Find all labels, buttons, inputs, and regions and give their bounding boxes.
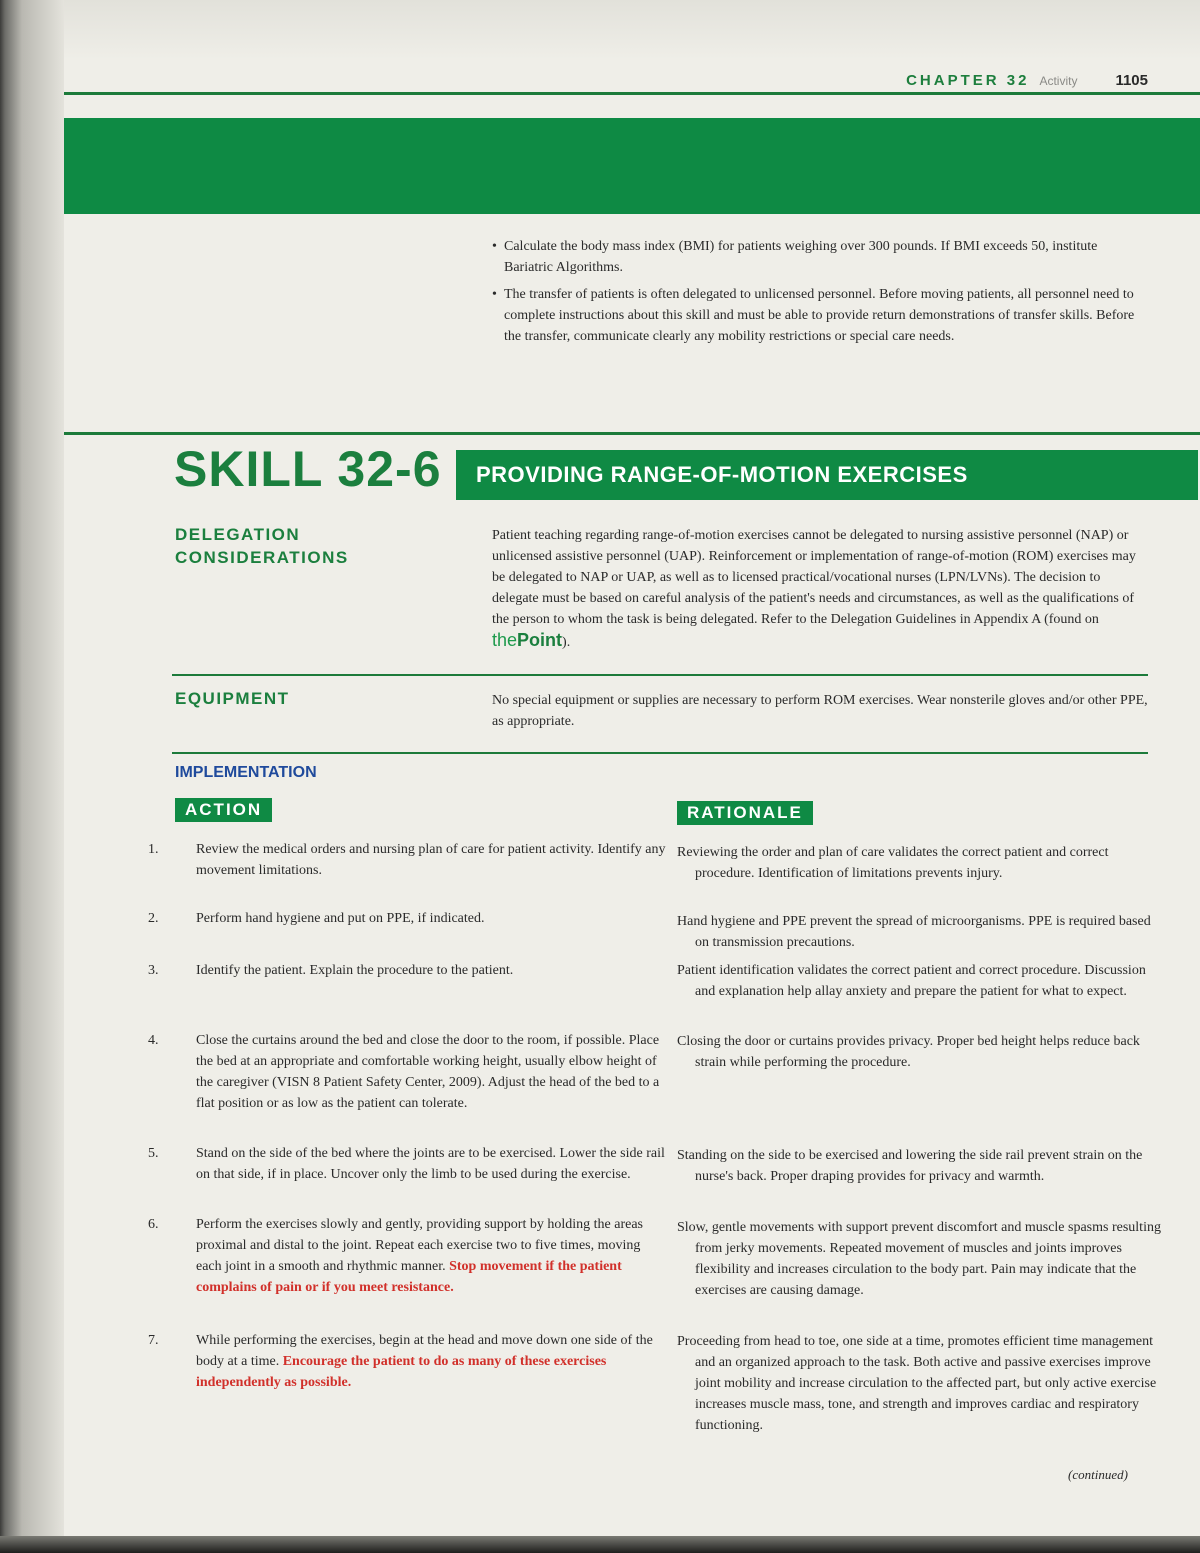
action-step: 4. Close the curtains around the bed and close the door to the room, if possible. Place the bed at an appropriate and comfortable working height, usually elbow height of the caregiver (VISN 8 Patient Safety Center, 2009). Adjust the head of the bed to a flat position or as low as the patient can tolerate. [148,1033,660,1111]
warning-text: Encourage the patient to do as many of these exercises independently as possible. [196,1354,607,1390]
skill-title: PROVIDING RANGE-OF-MOTION EXERCISES [476,462,968,487]
rationale-item: Standing on the side to be exercised and lowering the side rail prevent strain on the nurse's back. Proper draping provides for privacy and warmth. [677,1148,1143,1184]
header-rule [64,92,1200,95]
continued-note: (continued) [1068,1467,1128,1482]
page-top-shading [0,0,1200,60]
implementation-heading: IMPLEMENTATION [175,764,317,781]
bullet-item: • Calculate the body mass index (BMI) for patients weighing over 300 pounds. If BMI exceeds 50, institute Bariatric Algorithms. [492,236,1142,278]
top-bullet-list [492,236,1142,353]
action-step: 3. Identify the patient. Explain the procedure to the patient. [148,963,514,978]
bullet-dot-icon: • [492,287,497,302]
section-rule [172,752,1148,754]
rationale-item: Proceeding from head to toe, one side at a time, promotes efficient time management and an organized approach to the task. Both active and passive exercises improve joint mobility and increase circulation to the affected part, but only active exercise increases muscle mass, tone, and strength and improves cardiac and respiratory functioning. [677,1334,1157,1433]
page-bottom-edge [0,1536,1200,1553]
bullet-item: • The transfer of patients is often delegated to unlicensed personnel. Before moving patients, all personnel need to complete instructions about this skill and must be able to provide return demonstrations of transfer skills. Before the transfer, communicate clearly any mobility restrictions or special care needs. [492,284,1142,347]
rationale-item: Closing the door or curtains provides privacy. Proper bed height helps reduce back strain while performing the procedure. [677,1034,1140,1070]
chapter-subject: Activity [1039,74,1078,88]
delegation-text: Patient teaching regarding range-of-motion exercises cannot be delegated to nursing assistive personnel (NAP) or unlicensed assistive personnel (UAP). Reinforcement or implementation of range-of-motion (ROM) exercises may be delegated to NAP or UAP, as well as to licensed practical/vocational nurses (LPN/LVNs). The decision to delegate must be based on careful analysis of the patient's needs and circumstances, as well as the qualifications of the person to whom the task is being delegated. Refer to the Delegation Guidelines in Appendix A (found on thePoint). [492,528,1136,650]
action-step: 5. Stand on the side of the bed where the joints are to be exercised. Lower the side rail on that side, if in place. Uncover only the limb to be used during the exercise. [148,1146,665,1182]
rationale-item: Patient identification validates the correct patient and correct procedure. Discussion and explanation help allay anxiety and prepare the patient for what to expect. [677,963,1146,999]
running-head [906,72,1148,89]
action-label: ACTION [175,798,272,822]
skill-title-bar [456,450,1198,500]
page-number: 1105 [1115,72,1148,89]
warning-text: Stop movement if the patient complains of pain or if you meet resistance. [196,1259,622,1295]
rationale-item: Reviewing the order and plan of care validates the correct patient and correct procedure. Identification of limitations prevents injury. [677,845,1109,881]
thepoint-logo: thePoint [492,630,563,650]
action-step: 6. Perform the exercises slowly and gently, providing support by holding the areas proximal and distal to the joint. Repeat each exercise two to five times, moving each joint in a smooth and rhythmic manner. Stop movement if the patient complains of pain or if you meet resistance. [148,1217,643,1295]
action-step: 2. Perform hand hygiene and put on PPE, if indicated. [148,911,485,926]
section-rule [172,674,1148,676]
skill-top-rule [64,432,1200,435]
rationale-item: Slow, gentle movements with support prevent discomfort and muscle spasms resulting from jerky movements. Repeated movement of muscles and joints improves flexibility and increases circulation to the body part. Pain may indicate that the exercises are causing damage. [677,1220,1161,1298]
bullet-dot-icon: • [492,239,497,254]
green-banner [64,118,1200,214]
equipment-label: EQUIPMENT [175,689,290,708]
rationale-item: Hand hygiene and PPE prevent the spread of microorganisms. PPE is required based on transmission precautions. [677,914,1151,950]
skill-number: SKILL 32-6 [174,441,442,497]
action-step: 7. While performing the exercises, begin at the head and move down one side of the body at a time. Encourage the patient to do as many of these exercises independently as possible. [148,1333,653,1390]
action-step: 1. Review the medical orders and nursing plan of care for patient activity. Identify any movement limitations. [148,842,666,878]
equipment-text: No special equipment or supplies are necessary to perform ROM exercises. Wear nonsterile gloves and/or other PPE, as appropriate. [492,693,1148,729]
book-spine-edge [0,0,64,1553]
rationale-label: RATIONALE [677,801,813,825]
chapter-label: CHAPTER 32 [906,72,1030,89]
delegation-label: DELEGATION CONSIDERATIONS [175,525,349,567]
